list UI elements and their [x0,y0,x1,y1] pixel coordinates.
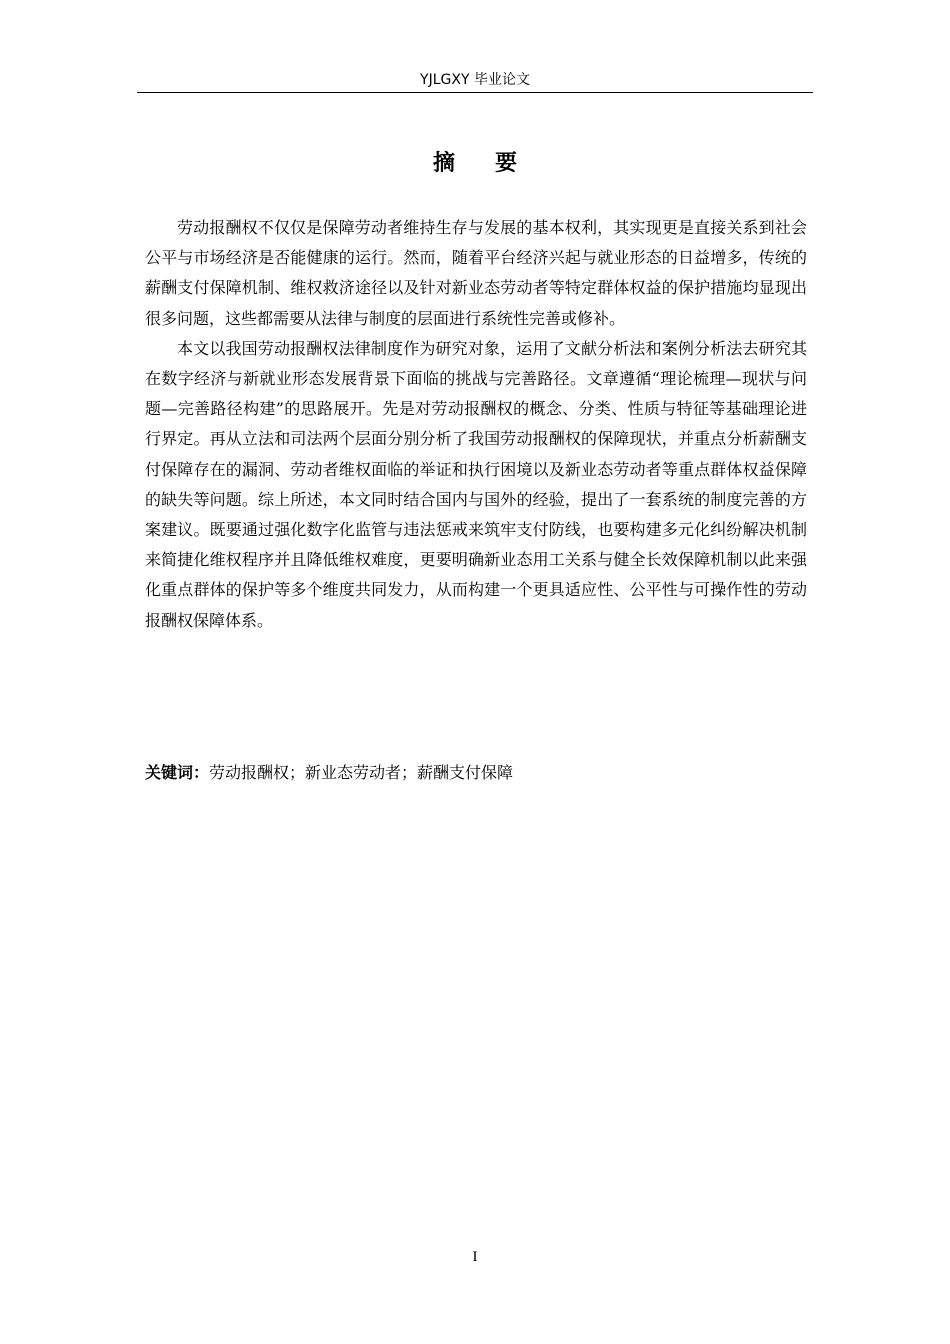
page-number: I [472,1249,478,1265]
header-rule [137,92,813,93]
abstract-paragraph-2: 本文以我国劳动报酬权法律制度作为研究对象，运用了文献分析法和案例分析法去研究其在数字经济与新就业形态发展背景下面临的挑战与完善路径。文章遵循“理论梳理—现状与问题—完善路径构建”的思路展开。先是对劳动报酬权的概念、分类、性质与特征等基础理论进行界定。再从立法和司法两个层面分别分析了我国劳动报酬权的保障现状，并重点分析薪酬支付保障存在的漏洞、劳动者维权面临的举证和执行困境以及新业态劳动者等重点群体权益保障的缺失等问题。综上所述，本文同时结合国内与国外的经验，提出了一套系统的制度完善的方案建议。既要通过强化数字化监管与违法惩戒来筑牢支付防线，也要构建多元化纠纷解决机制来简捷化维权程序并且降低维权难度，更要明确新业态用工关系与健全长效保障机制以此来强化重点群体的保护等多个维度共同发力，从而构建一个更具适应性、公平性与可操作性的劳动报酬权保障体系。 [145,338,807,630]
abstract-body [145,213,807,636]
abstract-title: 摘要 [432,151,557,176]
keywords-label: 关键词： [145,763,210,782]
keywords-line [145,760,807,786]
keywords-text: 劳动报酬权；新业态劳动者；薪酬支付保障 [209,763,514,782]
abstract-paragraph-1: 劳动报酬权不仅仅是保障劳动者维持生存与发展的基本权利，其实现更是直接关系到社会公平与市场经济是否能健康的运行。然而，随着平台经济兴起与就业形态的日益增多，传统的薪酬支付保障机制、维权救济途径以及针对新业态劳动者等特定群体权益的保护措施均显现出很多问题，这些都需要从法律与制度的层面进行系统性完善或修补。 [145,218,807,328]
running-header: YJLGXY 毕业论文 [420,72,530,88]
